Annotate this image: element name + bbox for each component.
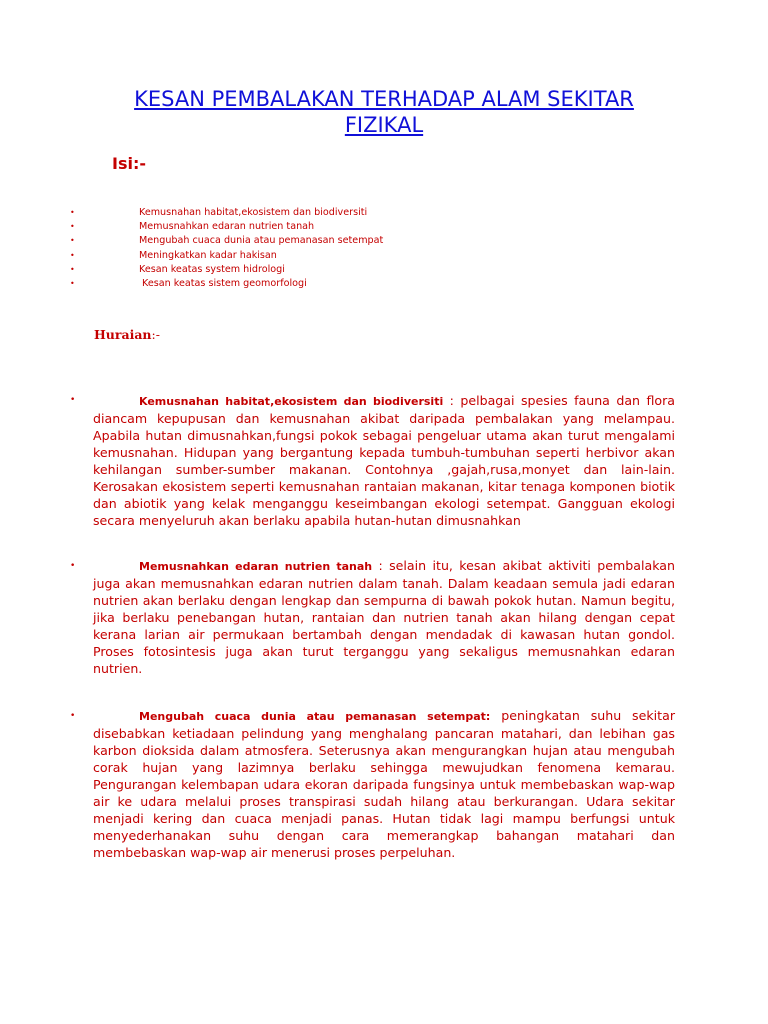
paragraph-heading: Mengubah cuaca dunia atau pemanasan setempat:	[139, 710, 491, 723]
bullet-icon: •	[70, 208, 75, 217]
contents-heading: Isi:-	[112, 154, 146, 173]
paragraph-body: selain itu, kesan akibat aktiviti pembalakan juga akan memusnahkan edaran nutrien dalam tanah. Dalam keadaan semula jadi edaran nutrien akan berlaku dengan lengkap dan sempurna di bawah pokok hutan. Namun begitu, jika berlaku penebangan hutan, rantaian dan nutrien tanah akan hilang dengan cepat kerana larian air permukaan bertambah dengan mendadak di kawasan hutan gondol. Proses fotosintesis juga akan turut terganggu yang sekaligus memusnahkan edaran nutrien.	[93, 558, 675, 676]
bullet-icon: •	[70, 264, 75, 274]
list-item-label: Mengubah cuaca dunia atau pemanasan setempat	[139, 235, 384, 247]
paragraph-body: pelbagai spesies fauna dan flora diancam kepupusan dan kemusnahan akibat daripada pembalakan yang melampau. Apabila hutan dimusnahkan,fungsi pokok sebagai pengeluar utama akan turut mengalami kemusnahan. Hidupan yang bergantung kepada tumbuh-tumbuhan seperti herbivor akan kehilangan sumber-sumber makanan. Contohnya ,gajah,rusa,monyet dan lain-lain. Kerosakan ekosistem seperti kemusnahan rantaian makanan, kitar tenaga komponen biotik dan abiotik yang kelak menganggu keseimbangan ekologi setempat. Gangguan ekologi secara menyeluruh akan berlaku apabila hutan-hutan dimusnahkan	[93, 393, 675, 528]
paragraph-separator: :	[443, 393, 461, 408]
document-title: KESAN PEMBALAKAN TERHADAP ALAM SEKITAR FIZIKAL	[134, 87, 634, 137]
list-item-label: Memusnahkan edaran nutrien tanah	[139, 221, 315, 233]
bullet-icon: •	[70, 711, 76, 721]
description-heading-suffix: :-	[151, 327, 160, 342]
list-item-label: Kesan keatas sistem geomorfologi	[139, 277, 307, 289]
bullet-icon: •	[70, 395, 76, 405]
bullet-icon: •	[70, 561, 76, 571]
paragraph-heading: Kemusnahan habitat,ekosistem dan biodiversiti	[139, 395, 444, 408]
bullet-icon: •	[70, 250, 75, 260]
paragraph	[93, 557, 675, 677]
paragraph-heading: Memusnahkan edaran nutrien tanah	[139, 560, 373, 573]
bullet-icon: •	[70, 236, 75, 246]
paragraph-separator	[490, 708, 501, 723]
paragraph-separator: :	[372, 558, 390, 573]
list-item-label: Kesan keatas system hidrologi	[139, 263, 285, 275]
paragraph	[93, 392, 675, 529]
paragraph	[93, 707, 675, 861]
description-heading	[94, 327, 160, 342]
paragraph-body: peningkatan suhu sekitar disebabkan ketiadaan pelindung yang menghalang pancaran matahari, dan lebihan gas karbon dioksida dalam atmosfera. Seterusnya akan mengurangkan hujan atau mengubah corak hujan yang lazimnya berlaku sehingga mewujudkan fenomena kemarau. Pengurangan kelembapan udara ekoran daripada fungsinya untuk membebaskan wap-wap air ke udara melalui proses transpirasi sudah hilang atau berkurangan. Udara sekitar menjadi kering dan cuaca menjadi panas. Hutan tidak lagi mampu berfungsi untuk menyederhanakan suhu dengan cara memerangkap bahangan matahari dan membebaskan wap-wap air menerusi proses perpeluhan.	[93, 708, 675, 860]
bullet-icon: •	[70, 222, 75, 232]
bullet-icon: •	[70, 278, 75, 288]
list-item-label: Meningkatkan kadar hakisan	[139, 249, 277, 261]
list-item-label: Kemusnahan habitat,ekosistem dan biodiversiti	[139, 207, 368, 218]
description-heading-label: Huraian	[94, 327, 152, 342]
